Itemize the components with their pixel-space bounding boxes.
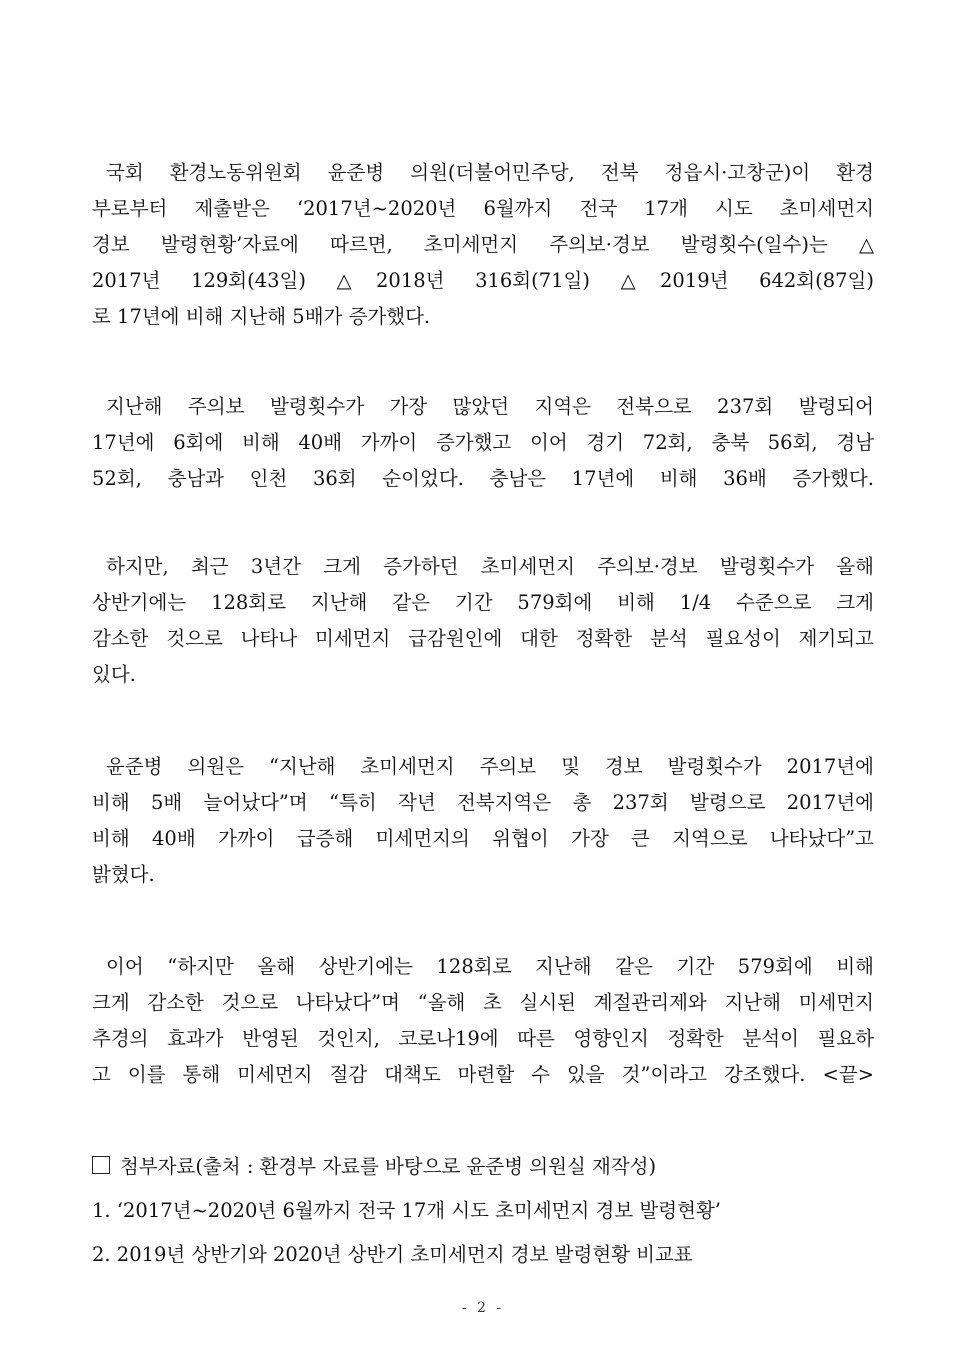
paragraph-line: 윤준병 의원은 “지난해 초미세먼지 주의보 및 경보 발령횟수가 2017년에	[106, 755, 874, 778]
paragraph-4	[92, 749, 874, 893]
attachments-heading-line	[92, 1145, 874, 1189]
paragraph-2	[92, 389, 874, 497]
paragraph-line: 상반기에는 128회로 지난해 같은 기간 579회에 비해 1/4 수준으로 크게	[92, 591, 874, 614]
paragraph-1	[92, 155, 874, 335]
paragraph-line: 있다.	[92, 663, 136, 686]
attachments-heading: 첨부자료(출처 : 환경부 자료를 바탕으로 윤준병 의원실 재작성)	[120, 1155, 657, 1178]
paragraph-line: 로 17년에 비해 지난해 5배가 증가했다.	[92, 305, 431, 328]
paragraph-line: 비해 5배 늘어났다”며 “특히 작년 전북지역은 총 237회 발령으로 2017년에	[92, 791, 874, 814]
attachment-item: 1. ‘2017년~2020년 6월까지 전국 17개 시도 초미세먼지 경보 발령현황’	[92, 1199, 721, 1222]
paragraph-line: 비해 40배 가까이 급증해 미세먼지의 위협이 가장 큰 지역으로 나타났다”고	[92, 827, 874, 850]
paragraph-5	[92, 949, 874, 1093]
paragraph-line: 17년에 6회에 비해 40배 가까이 증가했고 이어 경기 72회, 충북 56회, 경남	[92, 431, 874, 454]
paragraph-line: 밝혔다.	[92, 863, 155, 886]
paragraph-line: 경보 발령현황’자료에 따르면, 초미세먼지 주의보·경보 발령횟수(일수)는 △	[92, 233, 874, 256]
paragraph-line: 국회 환경노동위원회 윤준병 의원(더불어민주당, 전북 정읍시·고창군)이 환경	[106, 161, 874, 184]
paragraph-line: 부로부터 제출받은 ‘2017년~2020년 6월까지 전국 17개 시도 초미세먼지	[92, 197, 874, 220]
paragraph-line: 고 이를 통해 미세먼지 절감 대책도 마련할 수 있을 것”이라고 강조했다. <끝>	[92, 1063, 874, 1086]
paragraph-line: 이어 “하지만 올해 상반기에는 128회로 지난해 같은 기간 579회에 비해	[106, 955, 874, 978]
paragraph-line: 감소한 것으로 나타나 미세먼지 급감원인에 대한 정확한 분석 필요성이 제기되고	[92, 627, 874, 650]
attachments-section	[92, 1145, 874, 1277]
paragraph-line: 2017년 129회(43일) △2018년 316회(71일) △2019년 642회(87일)	[92, 269, 874, 292]
paragraph-line: 추경의 효과가 반영된 것인지, 코로나19에 따른 영향인지 정확한 분석이 필요하	[92, 1027, 874, 1050]
attachment-item: 2. 2019년 상반기와 2020년 상반기 초미세먼지 경보 발령현황 비교표	[92, 1243, 693, 1266]
page-number: - 2 -	[461, 1300, 505, 1316]
paragraph-line: 크게 감소한 것으로 나타났다”며 “올해 초 실시된 계절관리제와 지난해 미세먼지	[92, 991, 874, 1014]
paragraph-line: 지난해 주의보 발령횟수가 가장 많았던 지역은 전북으로 237회 발령되어	[106, 395, 874, 418]
paragraph-line: 하지만, 최근 3년간 크게 증가하던 초미세먼지 주의보·경보 발령횟수가 올해	[106, 555, 874, 578]
checkbox-square-icon	[92, 1156, 110, 1174]
paragraph-line: 52회, 충남과 인천 36회 순이었다. 충남은 17년에 비해 36배 증가했다.	[92, 467, 874, 490]
paragraph-3	[92, 549, 874, 693]
